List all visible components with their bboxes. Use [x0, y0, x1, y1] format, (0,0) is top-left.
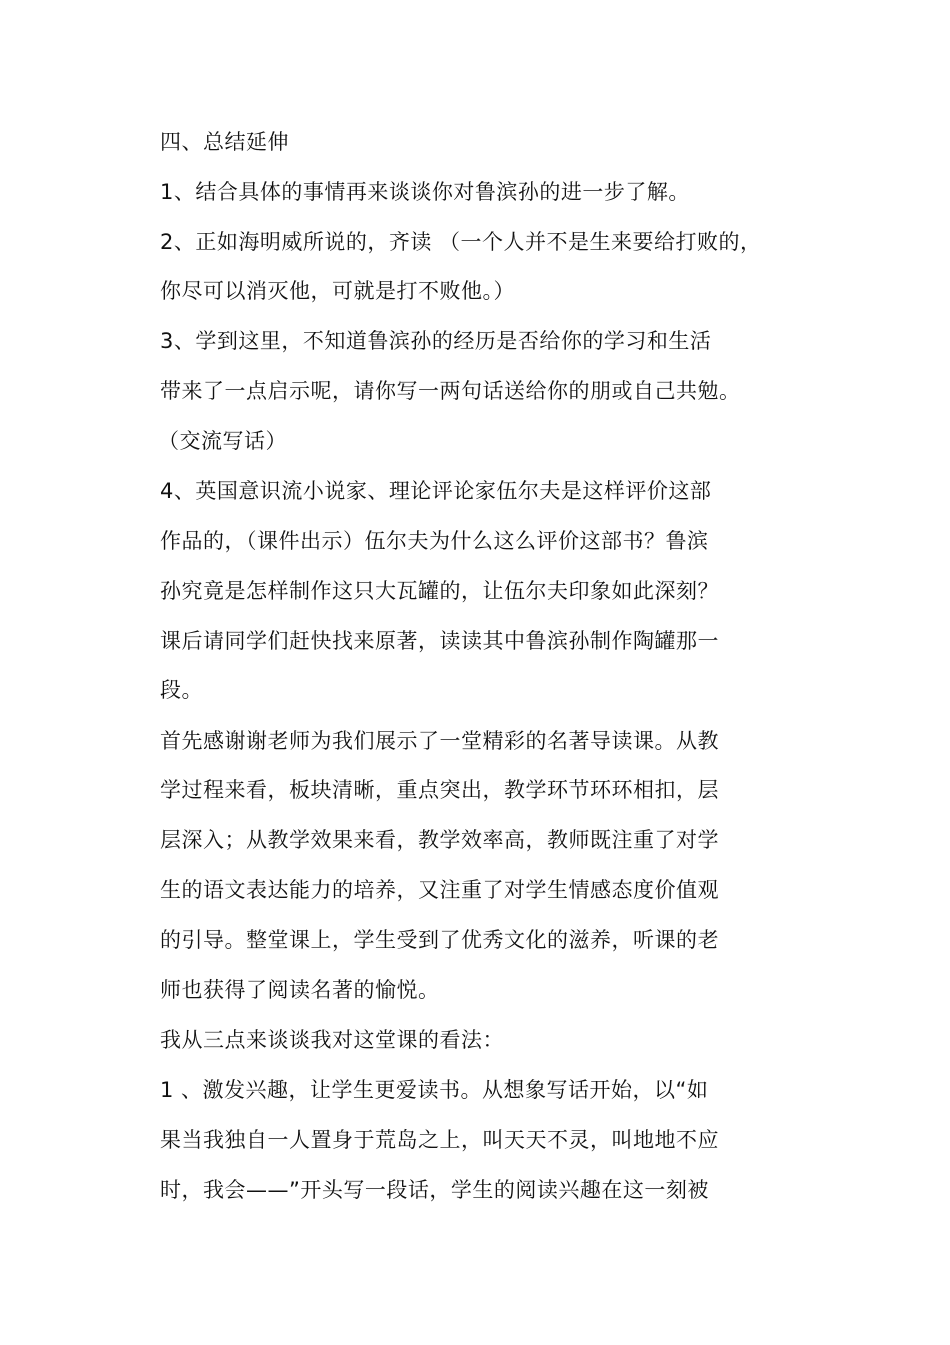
- text-line: 时，我会——”开头写一段话，学生的阅读兴趣在这一刻被: [160, 1178, 709, 1202]
- text-line: 作品的，（课件出示）伍尔夫为什么这么评价这部书？鲁滨: [160, 529, 709, 553]
- text-line: 3、学到这里，不知道鲁滨孙的经历是否给你的学习和生活: [160, 329, 712, 353]
- text-line: 1 、激发兴趣，让学生更爱读书。从想象写话开始，以“如: [160, 1078, 709, 1102]
- text-line: 师也获得了阅读名著的愉悦。: [160, 978, 440, 1002]
- text-line: 带来了一点启示呢，请你写一两句话送给你的朋或自己共勉。: [160, 379, 741, 403]
- text-line: 生的语文表达能力的培养，又注重了对学生情感态度价值观: [160, 878, 719, 902]
- text-line: 2、正如海明威所说的，齐读 （一个人并不是生来要给打败的，: [160, 230, 762, 254]
- text-line: 首先感谢谢老师为我们展示了一堂精彩的名著导读课。从教: [160, 729, 719, 753]
- text-line: 孙究竟是怎样制作这只大瓦罐的，让伍尔夫印象如此深刻？: [160, 579, 719, 603]
- text-line: 4、英国意识流小说家、理论评论家伍尔夫是这样评价这部: [160, 479, 712, 503]
- text-line: 层深入；从教学效果来看，教学效率高，教师既注重了对学: [160, 828, 719, 852]
- text-line: 段。: [160, 678, 203, 702]
- section-heading: 四、总结延伸: [160, 130, 289, 154]
- text-line: 你尽可以消灭他，可就是打不败他。）: [160, 279, 515, 303]
- text-line: 学过程来看，板块清晰，重点突出，教学环节环环相扣，层: [160, 778, 719, 802]
- text-line: 1、结合具体的事情再来谈谈你对鲁滨孙的进一步了解。: [160, 180, 690, 204]
- text-line: 课后请同学们赶快找来原著，读读其中鲁滨孙制作陶罐那一: [160, 629, 719, 653]
- text-line: （交流写话）: [158, 429, 287, 453]
- text-line: 果当我独自一人置身于荒岛之上，叫天天不灵，叫地地不应: [160, 1128, 719, 1152]
- text-line: 的引导。整堂课上，学生受到了优秀文化的滋养，听课的老: [160, 928, 719, 952]
- text-line: 我从三点来谈谈我对这堂课的看法：: [160, 1028, 504, 1052]
